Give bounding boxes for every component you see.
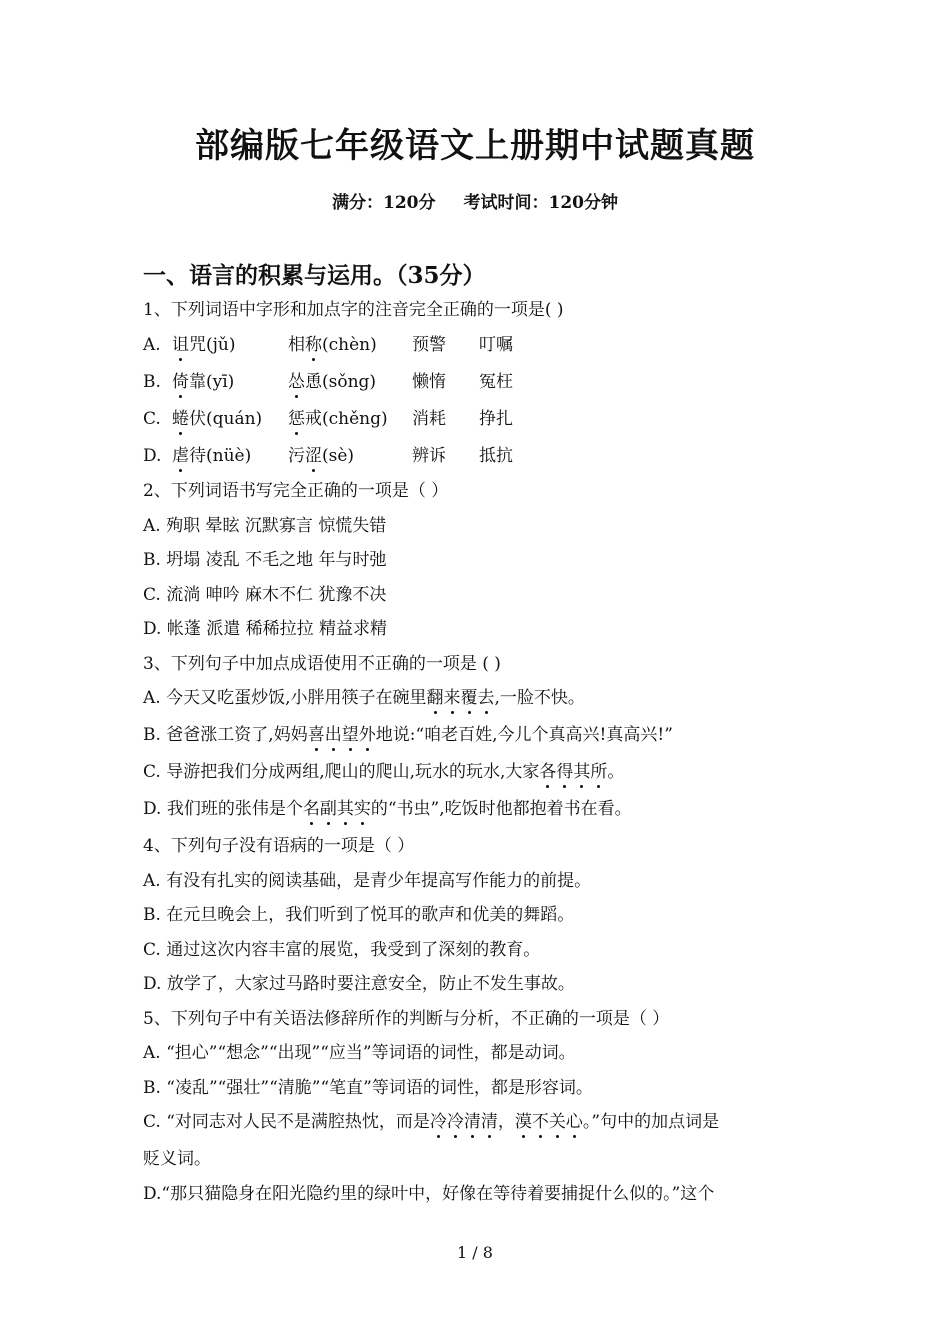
option-label: D.	[143, 446, 162, 466]
dotted-idiom: 各得其所	[539, 762, 608, 782]
option-word: 诅咒(jǔ)	[172, 335, 236, 355]
option-text: ，	[497, 1112, 515, 1132]
question-2-option-d: D. 帐蓬 派遣 稀稀拉拉 精益求精	[143, 619, 388, 639]
option-text: 的“书虫”,吃饭时他都抱着书在看。	[370, 799, 632, 819]
question-1-option-c	[143, 407, 513, 431]
question-2-stem: 2、下列词语书写完全正确的一项是（ ）	[143, 481, 449, 501]
option-word: 污涩(sè)	[288, 446, 355, 466]
section-heading-1: 一、语言的积累与运用。（35分）	[143, 262, 486, 289]
question-1-option-b	[143, 370, 513, 394]
option-word: 冤枉	[479, 372, 513, 392]
option-word: 挣扎	[479, 409, 513, 429]
question-2-option-a: A. 殉职 晕眩 沉默寡言 惊慌失错	[143, 516, 387, 536]
dotted-idiom: 喜出望外	[307, 725, 376, 745]
option-word: 惩戒(chěng)	[288, 409, 388, 429]
question-5-option-c	[143, 1110, 719, 1134]
question-4-stem: 4、下列句子没有语病的一项是（ ）	[143, 836, 415, 856]
option-text: C. “对同志对人民不是满腔热忱，而是	[143, 1112, 430, 1132]
question-5-option-c-continued: 贬义词。	[143, 1149, 211, 1169]
question-5-option-d: D.“那只猫隐身在阳光隐约里的绿叶中，好像在等待着要捕捉什么似的。”这个	[143, 1184, 715, 1204]
question-3-option-b	[143, 723, 673, 747]
question-1-option-d	[143, 444, 513, 468]
question-3-option-c	[143, 760, 624, 784]
option-text: C. 导游把我们分成两组,爬山的爬山,玩水的玩水,大家	[143, 762, 540, 782]
option-text: 。	[607, 762, 625, 782]
question-2-option-b: B. 坍塌 凌乱 不毛之地 年与时弛	[143, 550, 387, 570]
option-text: 地说:“咱老百姓,今儿个真高兴!真高兴!”	[375, 725, 673, 745]
option-word: 虐待(nüè)	[172, 446, 252, 466]
option-word: 懒惰	[412, 372, 446, 392]
dotted-phrase: 冷冷清清	[429, 1112, 498, 1132]
dotted-phrase: 漠不关心	[514, 1112, 583, 1132]
option-word: 辨诉	[412, 446, 446, 466]
option-word: 蜷伏(quán)	[172, 409, 263, 429]
question-5-option-b: B. “凌乱”“强壮”“清脆”“笔直”等词语的词性，都是形容词。	[143, 1078, 593, 1098]
dotted-idiom: 名副其实	[302, 799, 371, 819]
option-word: 怂恿(sǒng)	[288, 372, 377, 392]
option-label: B.	[143, 372, 161, 392]
option-word: 抵抗	[479, 446, 513, 466]
exam-info	[0, 188, 950, 213]
page-number: 1 / 8	[457, 1243, 493, 1262]
option-text: A. 今天又吃蛋炒饭,小胖用筷子在碗里	[143, 688, 427, 708]
option-word: 倚靠(yī)	[172, 372, 235, 392]
exam-time: 考试时间：120分钟	[463, 193, 618, 213]
option-word: 消耗	[412, 409, 446, 429]
question-1-stem: 1、下列词语中字形和加点字的注音完全正确的一项是( )	[143, 300, 564, 320]
question-2-option-c: C. 流淌 呻吟 麻木不仁 犹豫不决	[143, 585, 387, 605]
option-text: 。”句中的加点词是	[582, 1112, 720, 1132]
option-text: ,一脸不快。	[494, 688, 585, 708]
question-4-option-d: D. 放学了，大家过马路时要注意安全，防止不发生事故。	[143, 974, 575, 994]
option-word: 相称(chèn)	[288, 335, 377, 355]
option-word: 叮嘱	[479, 335, 513, 355]
question-4-option-a: A. 有没有扎实的阅读基础，是青少年提高写作能力的前提。	[143, 871, 592, 891]
question-3-option-a	[143, 686, 585, 710]
question-3-option-d	[143, 797, 632, 821]
question-3-stem: 3、下列句子中加点成语使用不正确的一项是 ( )	[143, 654, 501, 674]
question-1-option-a	[143, 333, 513, 357]
option-label: C.	[143, 409, 161, 429]
option-label: A.	[143, 335, 161, 355]
dotted-idiom: 翻来覆去	[426, 688, 495, 708]
option-word: 预警	[412, 335, 446, 355]
option-text: B. 爸爸涨工资了,妈妈	[143, 725, 308, 745]
question-5-stem: 5、下列句子中有关语法修辞所作的判断与分析，不正确的一项是（ ）	[143, 1009, 670, 1029]
question-5-option-a: A. “担心”“想念”“出现”“应当”等词语的词性，都是动词。	[143, 1043, 576, 1063]
option-text: D. 我们班的张伟是个	[143, 799, 303, 819]
question-4-option-b: B. 在元旦晚会上，我们听到了悦耳的歌声和优美的舞蹈。	[143, 905, 575, 925]
full-score: 满分：120分	[332, 193, 436, 213]
question-4-option-c: C. 通过这次内容丰富的展览，我受到了深刻的教育。	[143, 940, 541, 960]
page-title: 部编版七年级语文上册期中试题真题	[195, 126, 755, 166]
